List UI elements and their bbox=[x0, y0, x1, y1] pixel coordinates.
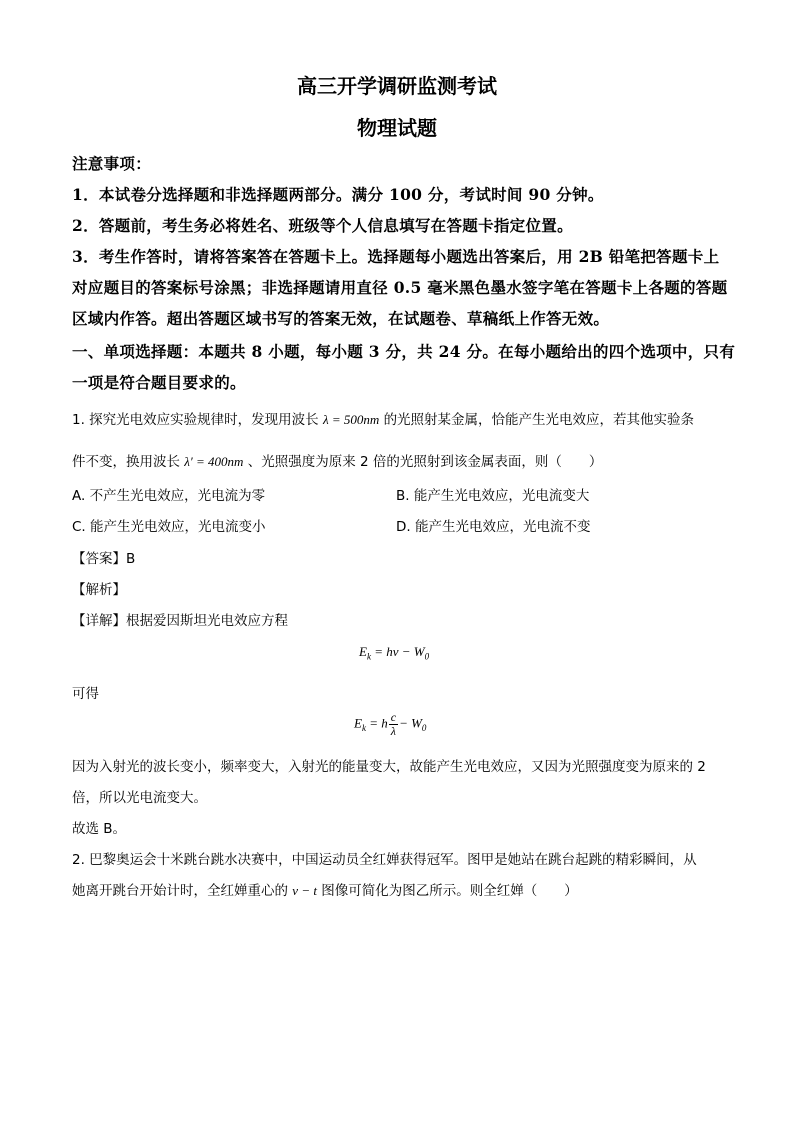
can-get-text: 可得 bbox=[72, 686, 99, 702]
notice-item-1: 1．本试卷分选择题和非选择题两部分。满分 100 分，考试时间 90 分钟。 bbox=[72, 185, 604, 204]
exam-subtitle: 物理试题 bbox=[357, 116, 437, 140]
exam-title: 高三开学调研监测考试 bbox=[297, 74, 497, 98]
eq1-rhs: = hν − W bbox=[370, 644, 425, 659]
option-b: B. 能产生光电效应，光电流变大 bbox=[396, 488, 590, 504]
eq2-denominator: λ bbox=[390, 724, 396, 738]
question-2-line-2 bbox=[72, 879, 578, 899]
eq1-rhs-sub: 0 bbox=[424, 651, 430, 662]
notice-item-2: 2．答题前，考生务必将姓名、班级等个人信息填写在答题卡指定位置。 bbox=[72, 216, 573, 235]
option-a: A. 不产生光电效应，光电流为零 bbox=[72, 488, 266, 504]
notice-item-3-line-2: 对应题目的答案标号涂黑；非选择题请用直径 0.5 毫米黑色墨水签字笔在答题卡上各题的答题 bbox=[72, 278, 728, 297]
equation-2 bbox=[354, 711, 426, 738]
question-2-line-2-suffix: 图像可简化为图乙所示。则全红婵（ ） bbox=[321, 883, 578, 899]
question-1-line-2-suffix: 、光照强度为原来 2 倍的光照射到该金属表面，则（ ） bbox=[247, 454, 603, 470]
question-1-line-1-prefix: 1. 探究光电效应实验规律时，发现用波长 bbox=[72, 412, 319, 428]
eq2-tail-sub: 0 bbox=[421, 723, 427, 734]
detail-text: 【详解】根据爱因斯坦光电效应方程 bbox=[72, 613, 288, 629]
eq2-tail: − W bbox=[399, 715, 422, 731]
conclusion: 故选 B。 bbox=[72, 821, 127, 837]
question-2-line-1: 2. 巴黎奥运会十米跳台跳水决赛中，中国运动员全红婵获得冠军。图甲是她站在跳台起跳的精彩瞬间，从 bbox=[72, 852, 697, 868]
equation-1 bbox=[359, 644, 429, 662]
question-1-line-2-prefix: 件不变，换用波长 bbox=[72, 454, 180, 470]
analysis-label: 【解析】 bbox=[72, 582, 126, 598]
eq2-fraction bbox=[389, 711, 398, 738]
vt-expression: v − t bbox=[292, 883, 317, 898]
explanation-line-2: 倍，所以光电流变大。 bbox=[72, 790, 207, 806]
lambda-prime-expression: λ′ = 400nm bbox=[184, 454, 244, 469]
eq1-lhs-sub: k bbox=[366, 651, 371, 662]
notice-item-3-line-1: 3．考生作答时，请将答案答在答题卡上。选择题每小题选出答案后，用 2B 铅笔把答题卡上 bbox=[72, 247, 720, 266]
option-c: C. 能产生光电效应，光电流变小 bbox=[72, 519, 266, 535]
notice-heading: 注意事项： bbox=[72, 154, 152, 173]
question-1-line-1-suffix: 的光照射某金属，恰能产生光电效应，若其他实验条 bbox=[383, 412, 695, 428]
notice-item-3-line-3: 区域内作答。超出答题区域书写的答案无效，在试题卷、草稿纸上作答无效。 bbox=[72, 309, 610, 328]
section-1-heading-line-2: 一项是符合题目要求的。 bbox=[72, 373, 246, 392]
lambda-expression: λ = 500nm bbox=[322, 412, 380, 427]
answer-label: 【答案】B bbox=[72, 551, 136, 567]
eq2-eq: = h bbox=[365, 715, 388, 731]
eq2-numerator: c bbox=[390, 710, 397, 724]
question-2-line-2-prefix: 她离开跳台开始计时，全红婵重心的 bbox=[72, 883, 288, 899]
question-1-line-1 bbox=[72, 408, 694, 428]
eq1-lhs: E bbox=[359, 644, 367, 659]
question-1-line-2 bbox=[72, 450, 602, 470]
eq2-lhs-sub: k bbox=[361, 723, 366, 734]
section-1-heading-line-1: 一、单项选择题：本题共 8 小题，每小题 3 分，共 24 分。在每小题给出的四个选项中，只有 bbox=[72, 342, 736, 361]
explanation-line-1: 因为入射光的波长变小，频率变大，入射光的能量变大，故能产生光电效应，又因为光照强度变为原来的 2 bbox=[72, 759, 706, 775]
option-d: D. 能产生光电效应，光电流不变 bbox=[396, 519, 591, 535]
eq2-lhs: E bbox=[354, 715, 362, 731]
